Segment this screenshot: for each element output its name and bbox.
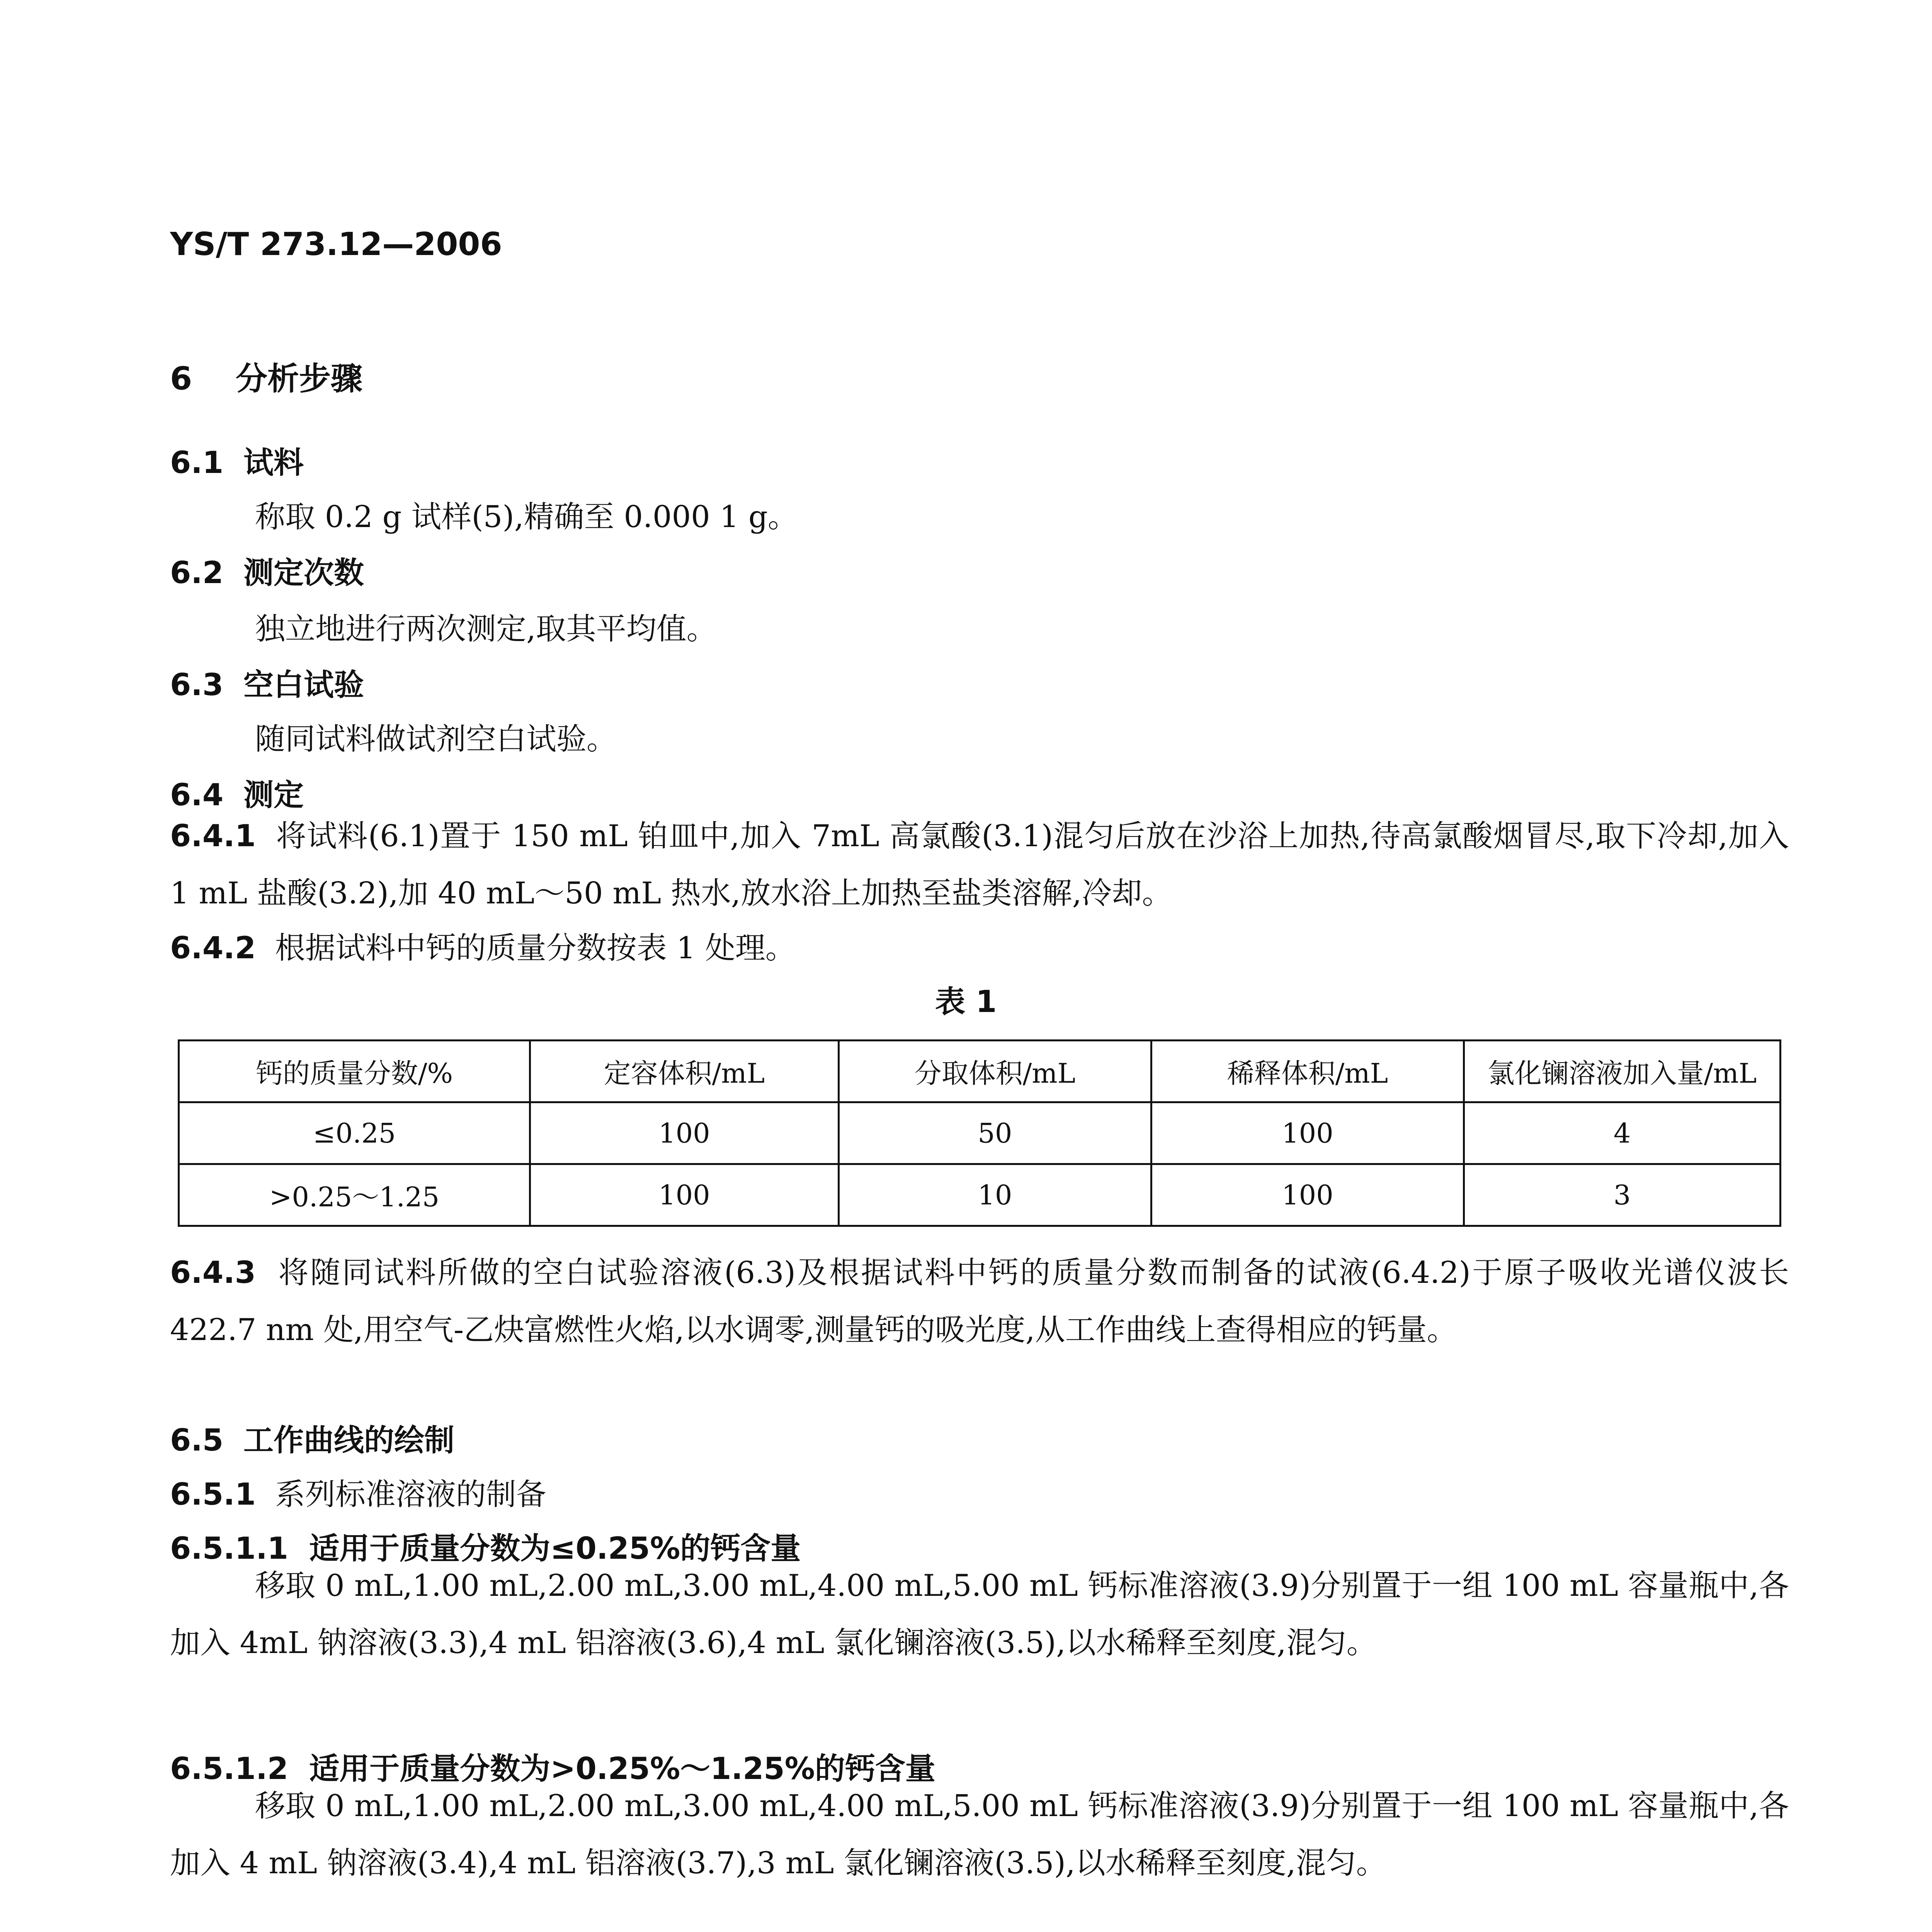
table-cell: >0.25～1.25 xyxy=(179,1164,530,1226)
table-1-title: 表 1 xyxy=(935,985,997,1019)
paragraph-6-4-2-number: 6.4.2 xyxy=(170,931,256,966)
subsection-6-5-1-2-title: 适用于质量分数为>0.25%～1.25%的钙含量 xyxy=(309,1752,935,1786)
table-cell: 100 xyxy=(1151,1164,1464,1226)
subsection-6-2-title: 测定次数 xyxy=(243,556,364,590)
subsection-6-1-text: 称取 0.2 g 试样(5),精确至 0.000 1 g。 xyxy=(255,500,798,534)
subsection-6-5-1-1-title: 适用于质量分数为≤0.25%的钙含量 xyxy=(309,1531,801,1566)
table-header-cell: 定容体积/mL xyxy=(530,1041,838,1102)
subsection-6-1-number: 6.1 xyxy=(170,446,224,480)
table-cell: 100 xyxy=(530,1102,838,1164)
table-cell: ≤0.25 xyxy=(179,1102,530,1164)
table-header-cell: 钙的质量分数/% xyxy=(179,1041,530,1102)
subsection-6-5-title: 工作曲线的绘制 xyxy=(243,1423,455,1458)
subsection-6-2-heading xyxy=(170,549,364,592)
paragraph-6-4-2 xyxy=(170,920,1789,977)
standard-code-header: YS/T 273.12—2006 xyxy=(170,226,502,263)
subsection-6-3-text: 随同试料做试剂空白试验。 xyxy=(255,722,617,757)
subsection-6-1-heading xyxy=(170,439,304,482)
subsection-6-3-title: 空白试验 xyxy=(243,668,364,702)
section-6-number: 6 xyxy=(170,361,192,397)
table-1 xyxy=(178,1039,1781,1227)
subsection-6-5-1-2-number: 6.5.1.2 xyxy=(170,1752,288,1786)
paragraph-6-4-3 xyxy=(170,1244,1789,1359)
table-header-cell: 氯化镧溶液加入量/mL xyxy=(1464,1041,1780,1102)
subsection-6-2-number: 6.2 xyxy=(170,556,224,590)
subsection-6-2-text: 独立地进行两次测定,取其平均值。 xyxy=(255,612,717,646)
section-6-heading xyxy=(170,354,362,399)
subsection-6-3-number: 6.3 xyxy=(170,668,224,702)
paragraph-6-4-2-text: 根据试料中钙的质量分数按表 1 处理。 xyxy=(275,931,796,966)
paragraph-6-4-1-number: 6.4.1 xyxy=(170,819,256,854)
subsection-6-3-heading xyxy=(170,661,364,704)
table-cell: 4 xyxy=(1464,1102,1780,1164)
table-header-cell: 分取体积/mL xyxy=(838,1041,1151,1102)
subsection-6-4-title: 测定 xyxy=(243,778,304,813)
subsection-6-1-title: 试料 xyxy=(243,446,304,480)
subsection-6-5-number: 6.5 xyxy=(170,1423,224,1458)
table-cell: 3 xyxy=(1464,1164,1780,1226)
subsection-6-4-number: 6.4 xyxy=(170,778,224,813)
paragraph-6-4-1-text: 将试料(6.1)置于 150 mL 铂皿中,加入 7mL 高氯酸(3.1)混匀后放在沙浴上加热,待高氯酸烟冒尽,取下冷却,加入 1 mL 盐酸(3.2),加 40 mL～50 mL 热水,放水浴上加热至盐类溶解,冷却。 xyxy=(170,819,1789,911)
section-6-title: 分析步骤 xyxy=(236,361,363,397)
paragraph-6-4-1 xyxy=(170,808,1789,922)
subsection-6-5-1-title: 系列标准溶液的制备 xyxy=(275,1477,546,1512)
subsection-6-5-1-1-number: 6.5.1.1 xyxy=(170,1531,288,1566)
table-row xyxy=(179,1102,1781,1164)
subsection-6-5-1-2-text: 移取 0 mL,1.00 mL,2.00 mL,3.00 mL,4.00 mL,5.00 mL 钙标准溶液(3.9)分别置于一组 100 mL 容量瓶中,各加入 4 mL 钠溶液(3.4),4 mL 铝溶液(3.7),3 mL 氯化镧溶液(3.5),以水稀释至刻度,混匀。 xyxy=(170,1789,1789,1881)
subsection-6-5-1-heading xyxy=(170,1470,546,1514)
table-cell: 100 xyxy=(530,1164,838,1226)
table-cell: 100 xyxy=(1151,1102,1464,1164)
table-header-row xyxy=(179,1041,1781,1102)
subsection-6-5-heading xyxy=(170,1416,454,1459)
table-header-cell: 稀释体积/mL xyxy=(1151,1041,1464,1102)
table-cell: 50 xyxy=(838,1102,1151,1164)
table-row xyxy=(179,1164,1781,1226)
subsection-6-5-1-number: 6.5.1 xyxy=(170,1477,256,1512)
paragraph-6-4-3-text: 将随同试料所做的空白试验溶液(6.3)及根据试料中钙的质量分数而制备的试液(6.4.2)于原子吸收光谱仪波长 422.7 nm 处,用空气-乙炔富燃性火焰,以水调零,测量钙的吸光度,从工作曲线上查得相应的钙量。 xyxy=(170,1255,1789,1347)
table-cell: 10 xyxy=(838,1164,1151,1226)
paragraph-6-4-3-number: 6.4.3 xyxy=(170,1255,256,1290)
subsection-6-5-1-1-text: 移取 0 mL,1.00 mL,2.00 mL,3.00 mL,4.00 mL,5.00 mL 钙标准溶液(3.9)分别置于一组 100 mL 容量瓶中,各加入 4mL 钠溶液(3.3),4 mL 铝溶液(3.6),4 mL 氯化镧溶液(3.5),以水稀释至刻度,混匀。 xyxy=(170,1568,1789,1660)
